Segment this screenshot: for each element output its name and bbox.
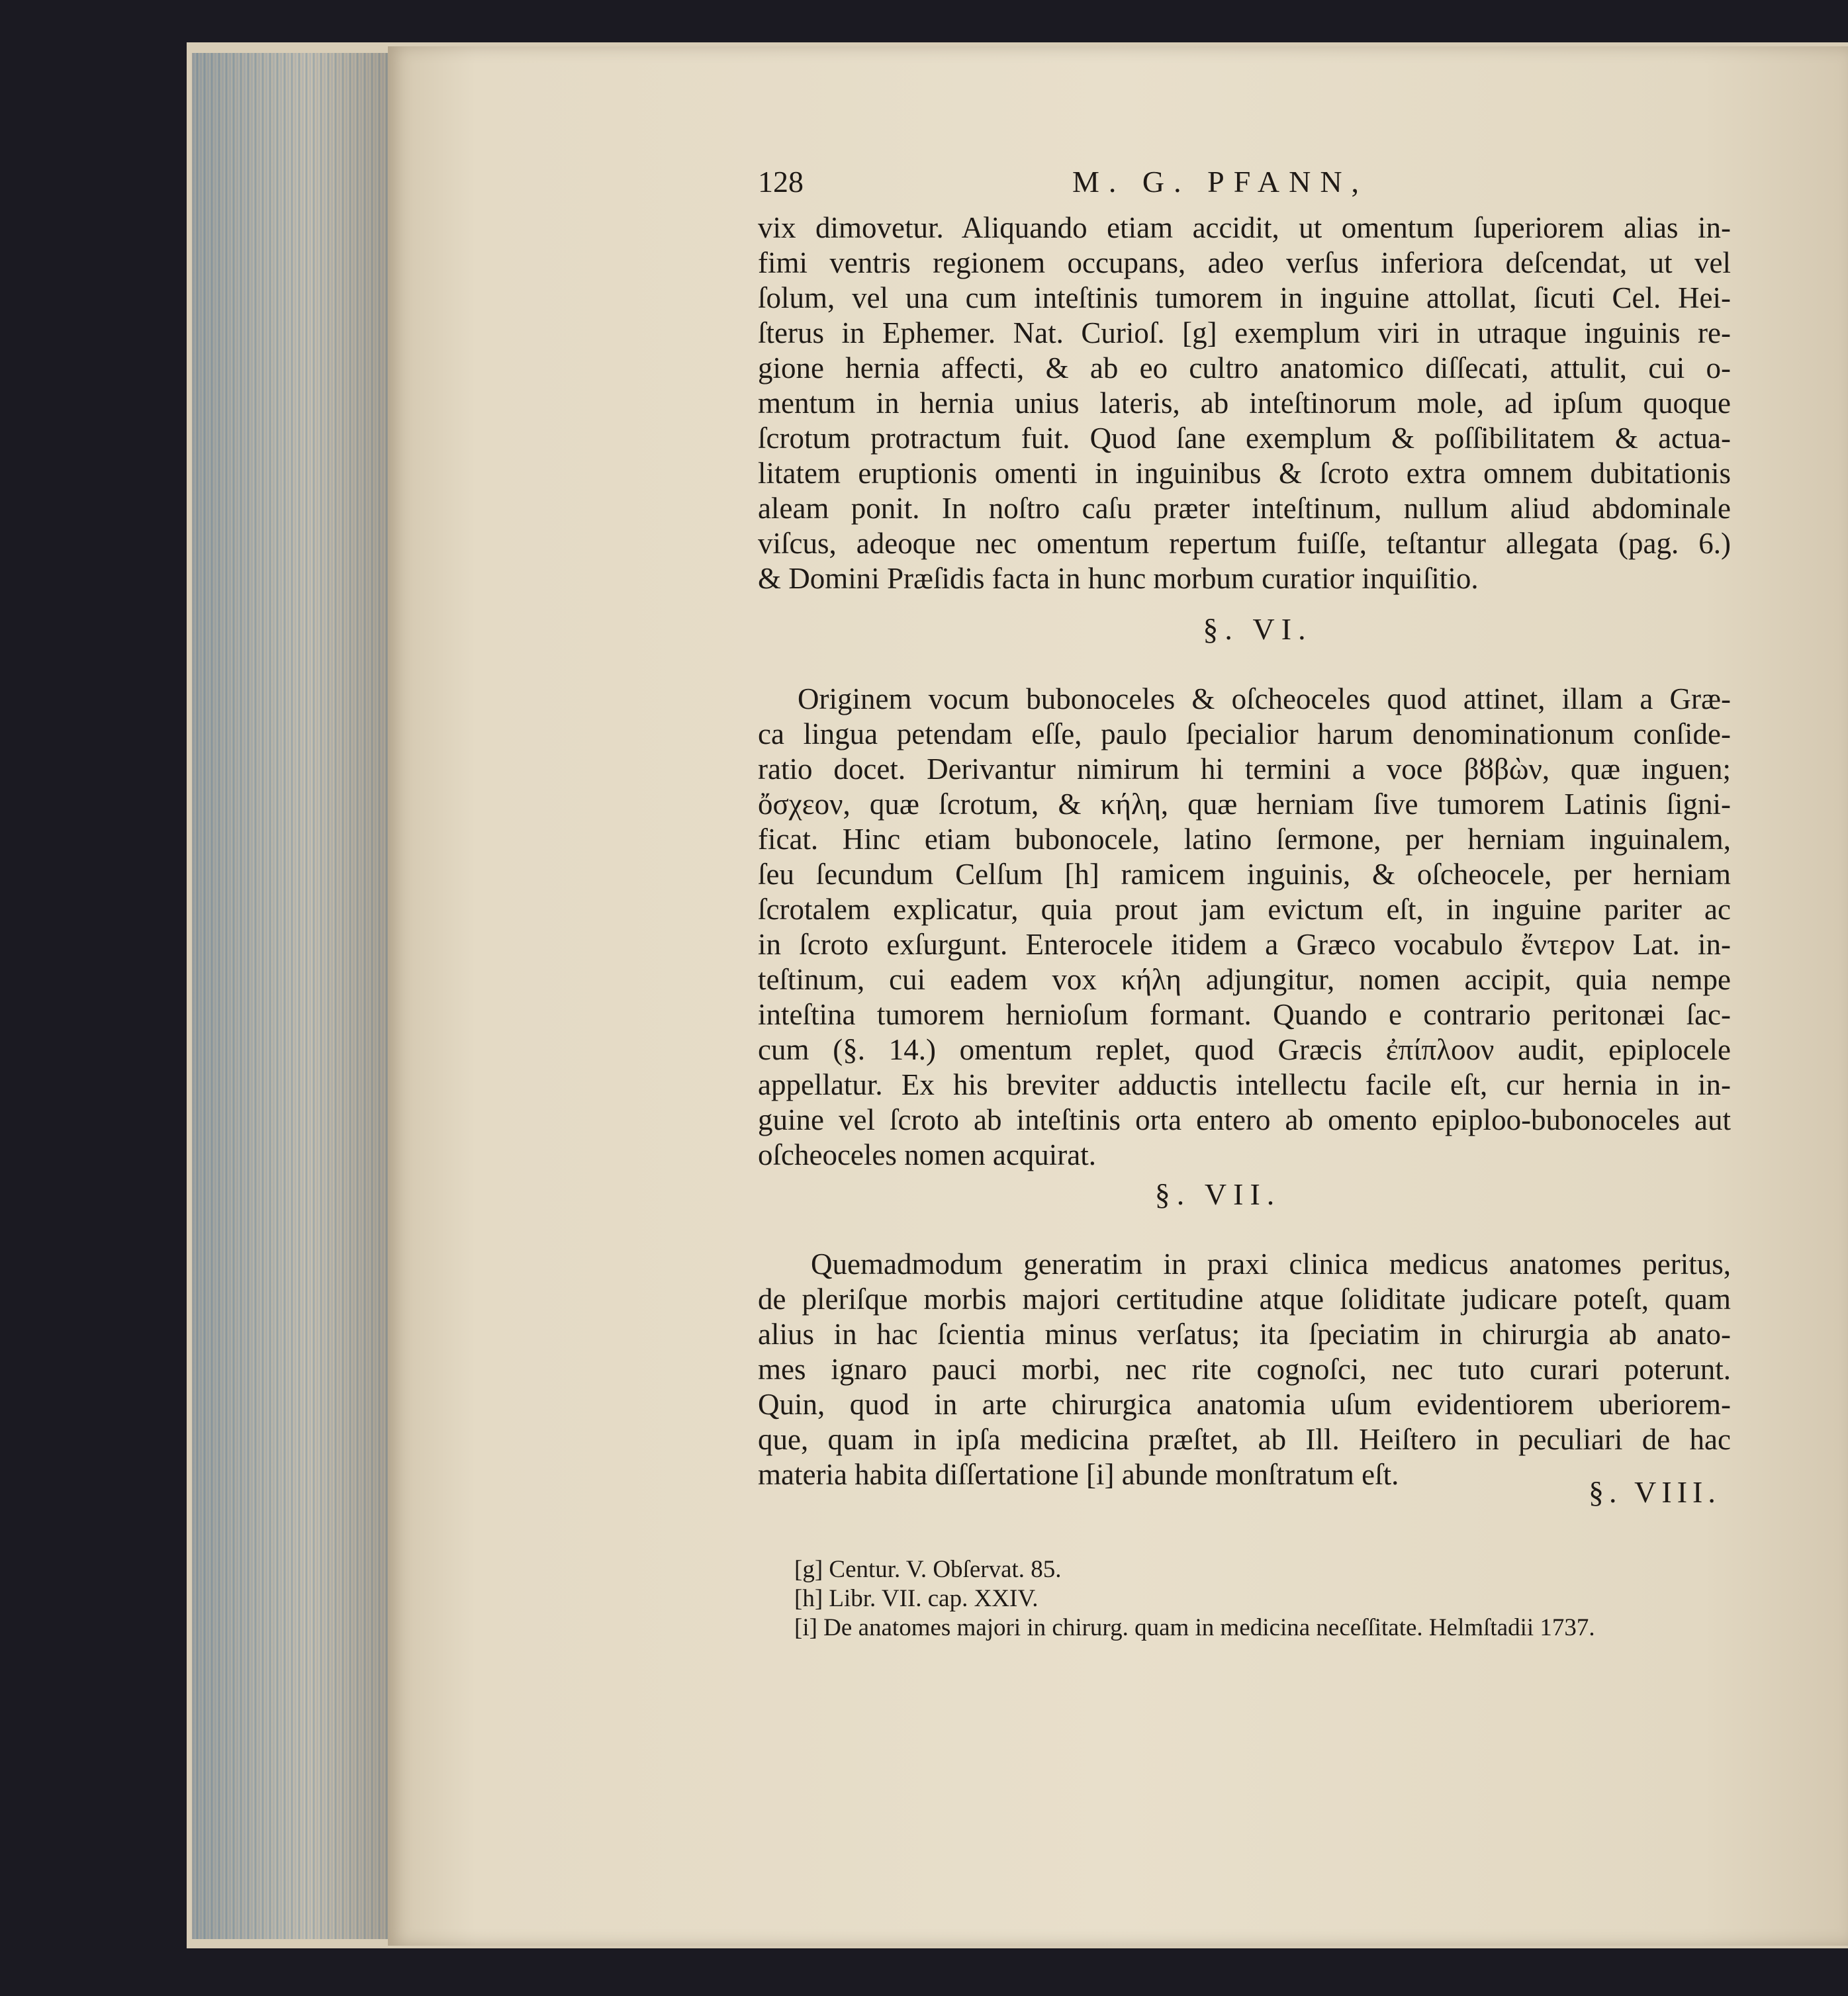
text-line: ca lingua petendam eſſe, paulo ſpecialior harum denominationum conſide- [758, 717, 1731, 750]
text-line: que, quam in ipſa medicina præſtet, ab Ill. Heiſtero in peculiari de hac [758, 1423, 1731, 1456]
text-line: cum (§. 14.) omentum replet, quod Græcis ἐπίπλοον audit, epiplocele [758, 1033, 1731, 1066]
text-line: in ſcroto exſurgunt. Enterocele itidem a Græco vocabulo ἔντερον Lat. in- [758, 928, 1731, 961]
paragraph-3 [758, 1247, 1731, 1492]
running-head [758, 164, 1731, 204]
text-line: appellatur. Ex his breviter adductis intellectu facile eſt, cur hernia in in- [758, 1068, 1731, 1101]
text-line: inteſtina tumorem hernioſum formant. Quando e contrario peritonæi ſac- [758, 998, 1731, 1031]
text-line: materia habita diſſertatione [i] abunde monſtratum eſt. [758, 1458, 1399, 1491]
text-line: vix dimovetur. Aliquando etiam accidit, ut omentum ſuperiorem alias in- [758, 211, 1731, 244]
text-line: guine vel ſcroto ab inteſtinis orta entero ab omento epiploo-bubonoceles aut [758, 1103, 1731, 1136]
footnotes [794, 1555, 1741, 1643]
footnote: [g] Centur. V. Obſervat. 85. [794, 1556, 1062, 1583]
section-heading-7: §. VII. [1154, 1177, 1281, 1211]
text-line: Originem vocum bubonoceles & oſcheoceles quod attinet, illam a Græ- [798, 682, 1731, 715]
text-line: ſolum, vel una cum inteſtinis tumorem in inguine attollat, ſicuti Cel. Hei- [758, 281, 1731, 314]
text-line: ſeu ſecundum Celſum [h] ramicem inguinis, & oſcheocele, per herniam [758, 858, 1731, 891]
text-line: aleam ponit. In noſtro caſu præter inteſtinum, nullum aliud abdominale [758, 492, 1731, 525]
text-line: & Domini Præſidis facta in hunc morbum curatior inquiſitio. [758, 562, 1479, 595]
page-number: 128 [758, 165, 804, 199]
text-line: ſcrotalem explicatur, quia prout jam evictum eſt, in inguine pariter ac [758, 893, 1731, 926]
catchword: §. VIII. [1589, 1475, 1721, 1509]
author-heading: M. G. PFANN, [1072, 165, 1369, 199]
text-line: ficat. Hinc etiam bubonocele, latino ſermone, per herniam inguinalem, [758, 823, 1731, 856]
text-line: mentum in hernia unius lateris, ab inteſtinorum mole, ad ipſum quoque [758, 386, 1731, 420]
text-line: oſcheoceles nomen acquirat. [758, 1138, 1097, 1171]
paragraph-2 [758, 682, 1731, 1173]
book-page-edges [192, 53, 388, 1939]
text-line: ſcrotum protractum fuit. Quod ſane exemplum & poſſibilitatem & actua- [758, 422, 1731, 455]
text-line: ſterus in Ephemer. Nat. Curioſ. [g] exemplum viri in utraque inguinis re- [758, 316, 1731, 349]
footnote: [h] Libr. VII. cap. XXIV. [794, 1585, 1039, 1612]
text-line: ὄσχεον, quæ ſcrotum, & κήλη, quæ herniam ſive tumorem Latinis ſigni- [758, 788, 1731, 821]
text-line: mes ignaro pauci morbi, nec rite cognoſci, nec tuto curari poterunt. [758, 1353, 1731, 1386]
text-line: de pleriſque morbis majori certitudine atque ſoliditate judicare poteſt, quam [758, 1283, 1731, 1316]
text-line: Quin, quod in arte chirurgica anatomia uſum evidentiorem uberiorem- [758, 1388, 1731, 1421]
text-line: litatem eruptionis omenti in inguinibus & ſcroto extra omnem dubitationis [758, 457, 1731, 490]
paragraph-1 [758, 210, 1731, 596]
section-heading-6: §. VI. [1203, 612, 1313, 646]
text-line: teſtinum, cui eadem vox κήλη adjungitur, nomen accipit, quia nempe [758, 963, 1731, 996]
text-line: gione hernia affecti, & ab eo cultro anatomico diſſecati, attulit, cui o- [758, 351, 1731, 385]
footnote: [i] De anatomes majori in chirurg. quam in medicina neceſſitate. Helmſtadii 1737. [794, 1614, 1595, 1641]
text-line: Quemadmodum generatim in praxi clinica medicus anatomes peritus, [811, 1248, 1731, 1281]
text-line: alius in hac ſcientia minus verſatus; ita ſpeciatim in chirurgia ab anato- [758, 1318, 1731, 1351]
text-line: fimi ventris regionem occupans, adeo verſus inferiora deſcendat, ut vel [758, 246, 1731, 279]
text-line: ratio docet. Derivantur nimirum hi termini a voce βȣβὼν, quæ inguen; [758, 752, 1731, 786]
text-line: viſcus, adeoque nec omentum repertum fuiſſe, teſtantur allegata (pag. 6.) [758, 527, 1731, 560]
